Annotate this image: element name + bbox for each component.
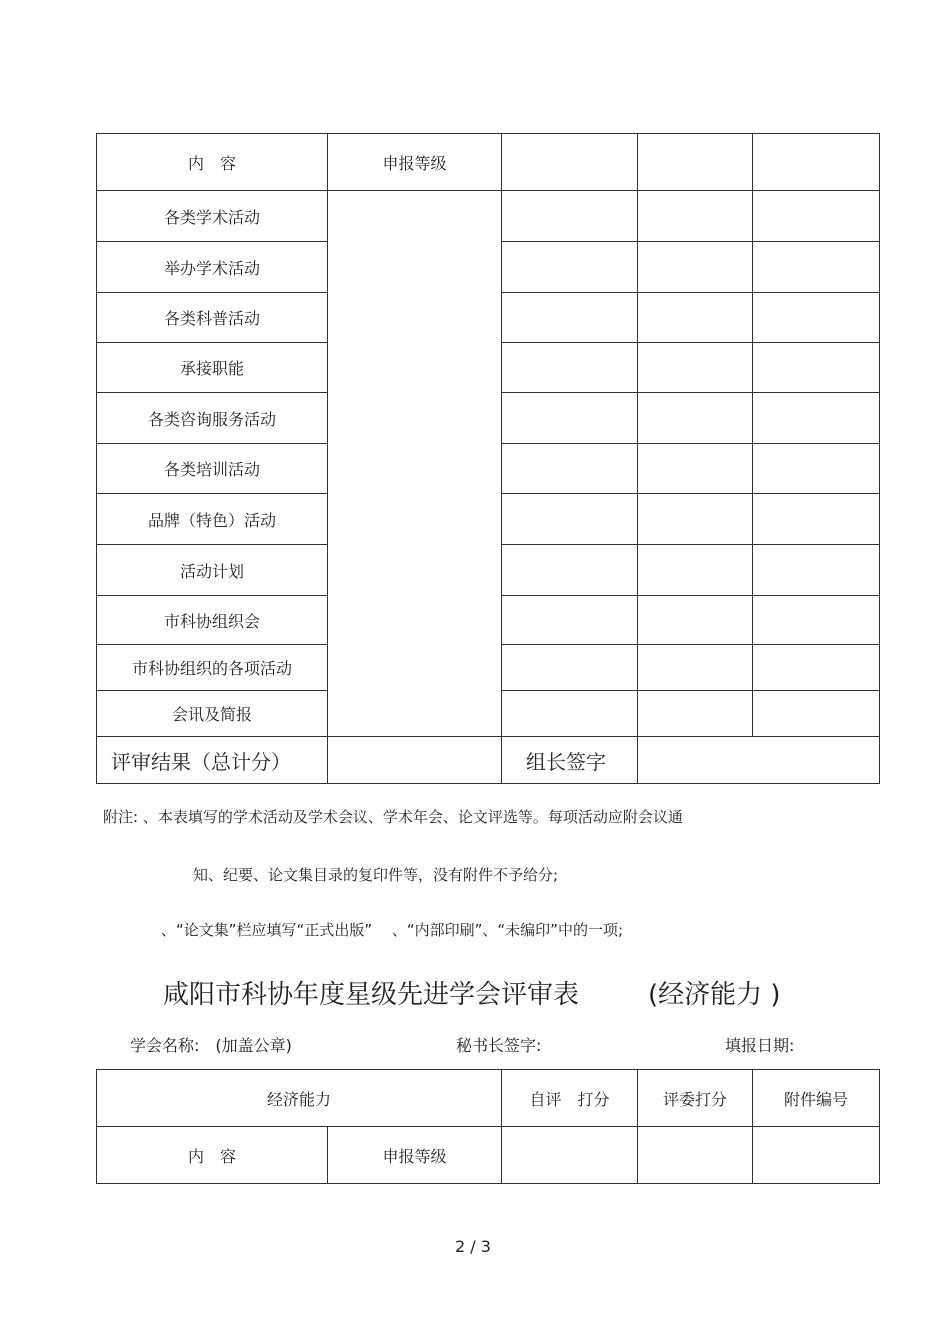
form-title: 咸阳市科协年度星级先进学会评审表: [163, 980, 580, 1010]
subheader-level: 申报等级: [328, 1127, 502, 1184]
header-content: 内 容: [97, 134, 328, 191]
score-cell[interactable]: [638, 191, 753, 242]
score-cell[interactable]: [638, 494, 753, 545]
score-cell[interactable]: [753, 691, 880, 737]
level-merged-cell[interactable]: [328, 191, 502, 737]
score-cell[interactable]: [753, 343, 880, 393]
score-cell[interactable]: [753, 545, 880, 596]
note-line-1: 附注: 、本表填写的学术活动及学术会议、学术年会、论文评选等。每项活动应附会议通: [103, 808, 683, 826]
economic-ability-table: [96, 1069, 880, 1184]
score-cell[interactable]: [502, 191, 638, 242]
score-cell[interactable]: [502, 494, 638, 545]
score-cell[interactable]: [638, 1127, 753, 1184]
note-line-3: 、“论文集”栏应填写“正式出版” 、“内部印刷”、“未编印”中的一项;: [161, 921, 623, 939]
row-label: 市科协组织的各项活动: [97, 645, 328, 691]
review-result-label: 评审结果（总计分）: [97, 737, 328, 784]
header-judge-score: 评委打分: [638, 1070, 753, 1127]
score-cell[interactable]: [638, 645, 753, 691]
header-blank-cell[interactable]: [502, 134, 638, 191]
row-label: 举办学术活动: [97, 242, 328, 293]
score-cell[interactable]: [502, 444, 638, 494]
score-cell[interactable]: [753, 242, 880, 293]
row-label: 品牌（特色）活动: [97, 494, 328, 545]
row-label: 各类培训活动: [97, 444, 328, 494]
row-label: 活动计划: [97, 545, 328, 596]
row-label: 市科协组织会: [97, 596, 328, 645]
form-title-suffix: (经济能力 ): [648, 980, 781, 1010]
score-cell[interactable]: [638, 242, 753, 293]
row-label: 各类学术活动: [97, 191, 328, 242]
review-result-value[interactable]: [328, 737, 502, 784]
row-label: 会讯及简报: [97, 691, 328, 737]
secretary-sign-label: 秘书长签字:: [456, 1036, 542, 1055]
activity-score-table: [96, 133, 880, 784]
score-cell[interactable]: [638, 343, 753, 393]
score-cell[interactable]: [638, 596, 753, 645]
score-cell[interactable]: [753, 596, 880, 645]
score-cell[interactable]: [638, 444, 753, 494]
score-cell[interactable]: [753, 293, 880, 343]
score-cell[interactable]: [638, 393, 753, 444]
score-cell[interactable]: [638, 293, 753, 343]
score-cell[interactable]: [502, 242, 638, 293]
score-cell[interactable]: [638, 691, 753, 737]
score-cell[interactable]: [502, 343, 638, 393]
score-cell[interactable]: [502, 1127, 638, 1184]
row-label: 承接职能: [97, 343, 328, 393]
score-cell[interactable]: [502, 393, 638, 444]
leader-sign-label: 组长签字: [502, 737, 638, 784]
header-attachment-no: 附件编号: [753, 1070, 880, 1127]
score-cell[interactable]: [753, 494, 880, 545]
score-cell[interactable]: [502, 645, 638, 691]
score-cell[interactable]: [753, 191, 880, 242]
note-line-2: 知、纪要、论文集目录的复印件等，没有附件不予给分;: [193, 866, 559, 884]
score-cell[interactable]: [753, 393, 880, 444]
score-cell[interactable]: [753, 1127, 880, 1184]
score-cell[interactable]: [638, 545, 753, 596]
subheader-content: 内 容: [97, 1127, 328, 1184]
score-cell[interactable]: [753, 645, 880, 691]
page-indicator: 2 / 3: [455, 1237, 491, 1256]
row-label: 各类咨询服务活动: [97, 393, 328, 444]
header-level: 申报等级: [328, 134, 502, 191]
score-cell[interactable]: [502, 691, 638, 737]
header-economic-ability: 经济能力: [97, 1070, 502, 1127]
society-name-label: 学会名称: (加盖公章): [130, 1036, 292, 1055]
row-label: 各类科普活动: [97, 293, 328, 343]
score-cell[interactable]: [753, 444, 880, 494]
leader-sign-field[interactable]: [638, 737, 880, 784]
score-cell[interactable]: [502, 596, 638, 645]
score-cell[interactable]: [502, 545, 638, 596]
header-blank-cell[interactable]: [753, 134, 880, 191]
header-self-score: 自评 打分: [502, 1070, 638, 1127]
date-label: 填报日期:: [725, 1036, 795, 1055]
header-blank-cell[interactable]: [638, 134, 753, 191]
score-cell[interactable]: [502, 293, 638, 343]
